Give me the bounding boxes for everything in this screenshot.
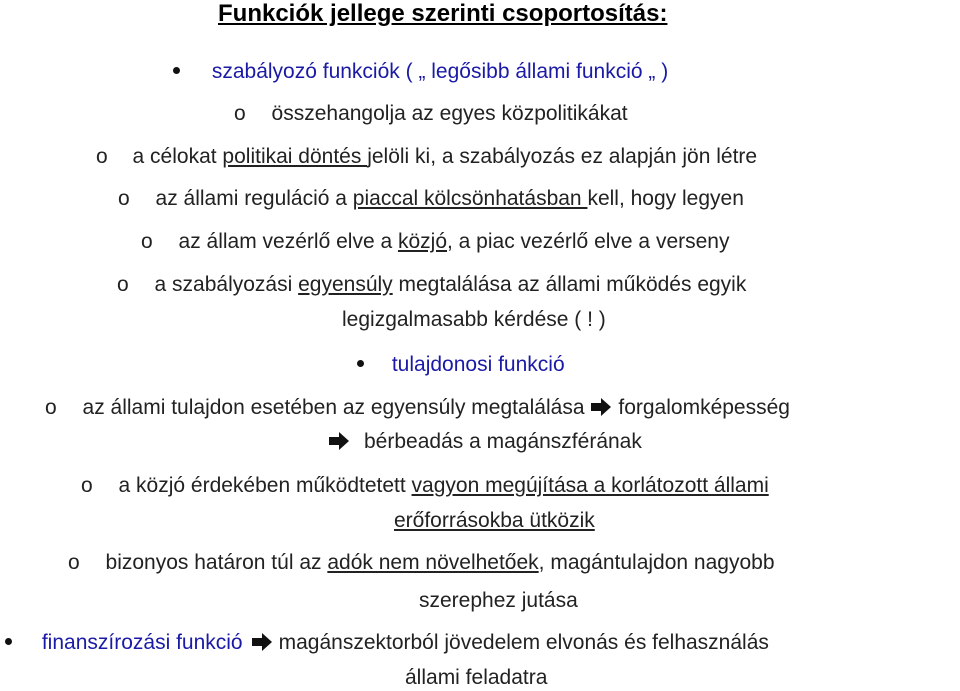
circle-marker: o: [68, 551, 80, 574]
sub-item-taxes: [68, 550, 775, 576]
political-decision-text: politikai döntés: [222, 145, 368, 168]
bullet-item-regulatory: [173, 59, 668, 85]
sub-item-guiding-principle: [141, 229, 729, 255]
bullet-item-ownership: [357, 352, 565, 378]
sub-item-text-a: az állam vezérlő elve a: [178, 230, 398, 253]
bullet-icon: [5, 638, 12, 645]
sub-item-text-c: kell, hogy legyen: [587, 187, 744, 210]
sub-item-text-a: az állami reguláció a: [155, 187, 353, 210]
leasing-text: bérbeadás a magánszférának: [364, 430, 642, 453]
right-arrow-icon: [590, 397, 612, 417]
sub-item-regulation: [118, 186, 744, 212]
sub-item-public-good-assets: [81, 473, 769, 499]
state-task-text: állami feladatra: [405, 666, 548, 689]
public-good-text: közjó: [397, 230, 447, 253]
circle-marker: o: [96, 145, 108, 168]
circle-marker: o: [118, 187, 130, 210]
sub-item-state-property: [45, 395, 790, 421]
ownership-function-text: tulajdonosi funkció: [391, 353, 565, 376]
limited-resources-text: erőforrásokba ütközik: [394, 509, 595, 532]
sub-item-text-a: az állami tulajdon esetében az egyensúly megtalálása: [82, 396, 591, 419]
sub-item-text-a: a szabályozási: [154, 273, 299, 296]
sub-item-text-c: megtalálása az állami működés egyik: [392, 273, 747, 296]
circle-marker: o: [141, 230, 153, 253]
bullet-icon: [357, 360, 364, 367]
market-interaction-text: piaccal kölcsönhatásban: [352, 187, 588, 210]
private-role-text: szerephez jutása: [419, 589, 578, 612]
page-title: Funkciók jellege szerinti csoportosítás:: [218, 0, 668, 27]
revenue-extraction-text: magánszektorból jövedelem elvonás és felhasználás: [278, 631, 769, 654]
circle-marker: o: [45, 396, 57, 419]
sub-item-text-c: , a piac vezérlő elve a verseny: [447, 230, 730, 253]
taxes-text: adók nem növelhetőek: [327, 551, 539, 574]
sub-item-balance: [117, 272, 746, 298]
leasing-line: [328, 429, 642, 455]
circle-marker: o: [117, 273, 129, 296]
sub-item-text-a: a célokat: [132, 145, 223, 168]
sub-item-goals: [96, 144, 757, 170]
bullet-icon: [173, 67, 180, 74]
right-arrow-icon: [251, 632, 273, 652]
sub-item-text-c: jelöli ki, a szabályozás ez alapján jön létre: [367, 145, 758, 168]
balance-text: egyensúly: [298, 273, 393, 296]
sub-item-continuation: legizgalmasabb kérdése ( ! ): [342, 308, 606, 331]
circle-marker: o: [234, 102, 246, 125]
sub-item-text-a: a közjó érdekében működtetett: [118, 474, 412, 497]
regulatory-function-text: szabályozó funkciók ( „ legősibb állami funkció „ ): [211, 60, 669, 83]
financing-function-text: finanszírozási funkció: [41, 631, 243, 654]
sub-item-text-a: bizonyos határon túl az: [105, 551, 328, 574]
bullet-item-financing: [5, 630, 769, 656]
circle-marker: o: [81, 474, 93, 497]
right-arrow-icon: [328, 431, 350, 451]
asset-renewal-text: vagyon megújítása a korlátozott állami: [411, 474, 769, 497]
sub-item-text-c: , magántulajdon nagyobb: [538, 551, 775, 574]
sub-item-coordinates: [234, 101, 628, 127]
marketability-text: forgalomképesség: [618, 396, 790, 419]
sub-item-text: összehangolja az egyes közpolitikákat: [271, 102, 628, 125]
